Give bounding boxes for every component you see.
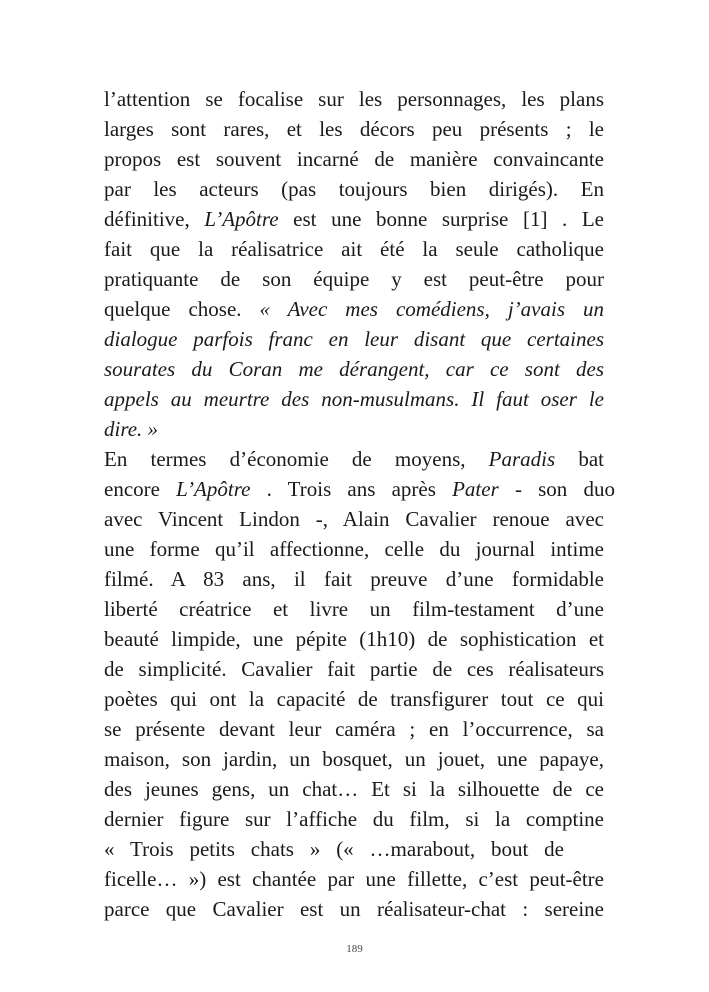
text-span: . Trois ans après [250, 477, 453, 501]
text-span: En termes d’économie de moyens, [104, 447, 489, 471]
quote-line: sourates du Coran me dérangent, car ce sont des [104, 357, 604, 381]
text-line: par les acteurs (pas toujours bien dirigés). En [104, 177, 604, 201]
quote-span: « Avec mes comédiens, j’avais un [259, 297, 604, 321]
text-span: encore [104, 477, 177, 501]
text-line [104, 444, 604, 474]
text-line [104, 474, 615, 504]
film-title-apotre: L’Apôtre [204, 207, 279, 231]
text-line: propos est souvent incarné de manière convaincante [104, 147, 604, 171]
text-span: est une bonne surprise [1] . Le [278, 207, 604, 231]
text-span: bat [555, 447, 605, 471]
text-line [104, 204, 604, 234]
text-line: une forme qu’il affectionne, celle du journal intime [104, 537, 604, 561]
text-span: quelque chose. [104, 297, 260, 321]
text-line: fait que la réalisatrice ait été la seule catholique [104, 237, 604, 261]
text-line: pratiquante de son équipe y est peut-être pour [104, 267, 604, 291]
film-title-paradis: Paradis [488, 447, 556, 471]
quote-line: appels au meurtre des non-musulmans. Il faut oser le [104, 387, 604, 411]
film-title-apotre: L’Apôtre [176, 477, 251, 501]
text-line: larges sont rares, et les décors peu présents ; le [104, 117, 604, 141]
text-line: avec Vincent Lindon -, Alain Cavalier renoue avec [104, 507, 604, 531]
text-line: dernier figure sur l’affiche du film, si la comptine [104, 807, 604, 831]
text-line: parce que Cavalier est un réalisateur-chat : sereine [104, 897, 604, 921]
text-line: beauté limpide, une pépite (1h10) de sophistication et [104, 627, 604, 651]
text-span: définitive, [104, 207, 205, 231]
quote-line: dire. » [104, 417, 159, 441]
text-line: des jeunes gens, un chat… Et si la silhouette de ce [104, 777, 604, 801]
text-line [104, 294, 604, 324]
text-line: filmé. A 83 ans, il fait preuve d’une formidable [104, 567, 604, 591]
text-line: « Trois petits chats » (« …marabout, bout de [104, 837, 564, 861]
page-number: 189 [346, 943, 363, 955]
text-line: se présente devant leur caméra ; en l’occurrence, sa [104, 717, 604, 741]
text-span: - son duo [498, 477, 615, 501]
text-line: poètes qui ont la capacité de transfigurer tout ce qui [104, 687, 604, 711]
text-line: de simplicité. Cavalier fait partie de ces réalisateurs [104, 657, 604, 681]
film-title-pater: Pater [452, 477, 499, 501]
text-line: liberté créatrice et livre un film-testament d’une [104, 597, 604, 621]
text-line: l’attention se focalise sur les personnages, les plans [104, 87, 604, 111]
quote-line: dialogue parfois franc en leur disant que certaines [104, 327, 604, 351]
text-line: ficelle… ») est chantée par une fillette, c’est peut-être [104, 867, 604, 891]
text-line: maison, son jardin, un bosquet, un jouet, une papaye, [104, 747, 604, 771]
